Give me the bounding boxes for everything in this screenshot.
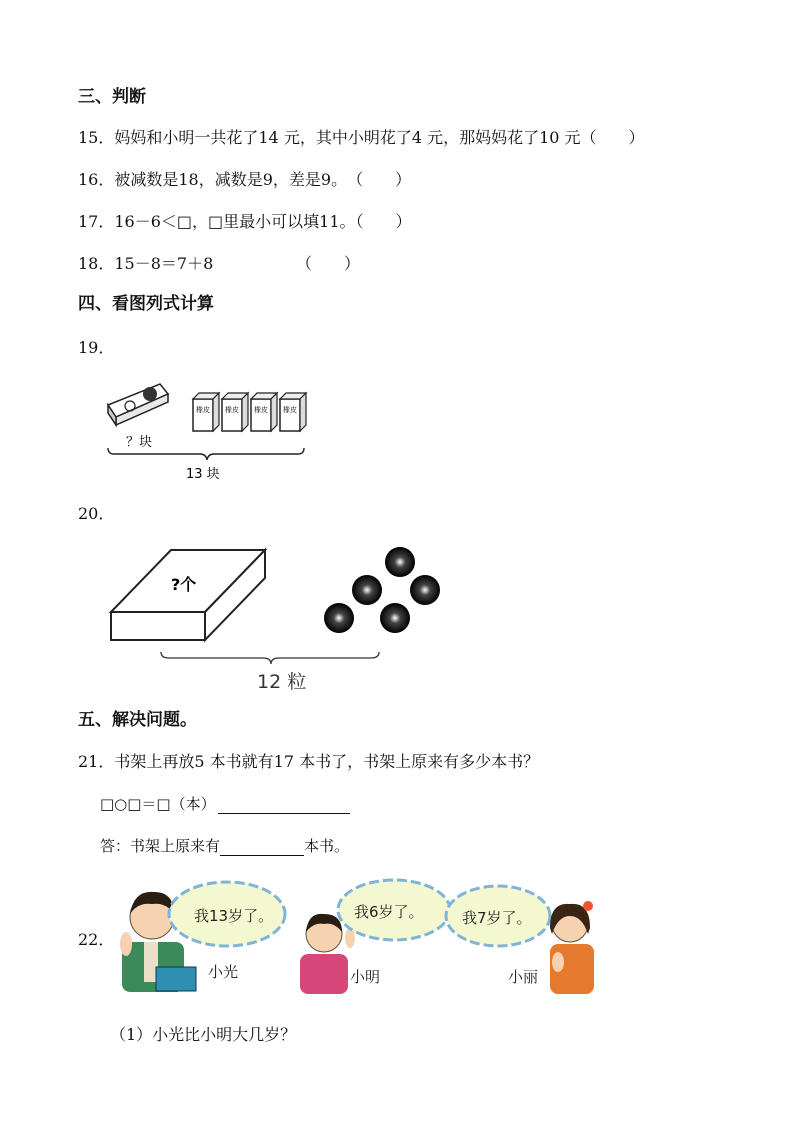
q20-box-label: ?个 xyxy=(171,575,197,594)
girl-xiaoli-icon xyxy=(550,901,594,994)
question-18 xyxy=(78,254,213,274)
q22-sub-question-1: （1）小光比小明大几岁？ xyxy=(110,1025,297,1044)
question-15 xyxy=(78,128,645,148)
formula-answer-blank[interactable] xyxy=(218,797,350,814)
q20-total-label: 12 粒 xyxy=(257,671,307,693)
question-number: 18． xyxy=(78,254,115,273)
answer-prefix: 答：书架上原来有 xyxy=(100,837,221,855)
ball-icon xyxy=(380,603,410,633)
answer-suffix: 本书。 xyxy=(304,837,350,855)
section-title-picture-calc: 四、看图列式计算 xyxy=(78,294,214,314)
q19-total-label: 13 块 xyxy=(186,467,220,482)
ball-icon xyxy=(410,575,440,605)
question-20-number: 20． xyxy=(78,504,115,523)
question-19-number: 19． xyxy=(78,338,115,357)
section-title-judge: 三、判断 xyxy=(78,87,146,107)
ball-icon xyxy=(324,603,354,633)
question-text: 15－8＝7＋8 xyxy=(114,254,214,273)
question-number: 21． xyxy=(78,752,115,771)
svg-text:我13岁了。: 我13岁了。 xyxy=(194,907,274,925)
question-text: 书架上再放5 本书就有17 本书了，书架上原来有多少本书？ xyxy=(114,752,540,771)
speech-bubble xyxy=(169,882,285,946)
answer-paren: （ ） xyxy=(296,254,361,273)
question-number: 17． xyxy=(78,212,115,231)
question-16 xyxy=(78,170,411,190)
q20-figure xyxy=(105,540,450,695)
kid-name-label: 小光 xyxy=(208,963,239,981)
question-text: 16－6＜□，□里最小可以填11。（ ） xyxy=(114,212,412,231)
q22-figure xyxy=(112,872,602,1002)
brace-icon xyxy=(161,652,379,664)
q21-answer-row xyxy=(100,836,349,856)
q19-question-label: ？块 xyxy=(126,435,153,450)
svg-text:我7岁了。: 我7岁了。 xyxy=(462,909,532,927)
question-17 xyxy=(78,212,412,232)
eraser-icon xyxy=(193,393,219,431)
svg-text:橡皮: 橡皮 xyxy=(254,406,268,414)
ball-icon xyxy=(352,575,382,605)
question-22-number: 22． xyxy=(78,930,115,949)
pencil-case-icon xyxy=(108,384,168,425)
q19-figure xyxy=(100,372,315,487)
kid-name-label: 小丽 xyxy=(508,968,539,986)
speech-bubble xyxy=(446,886,550,946)
ball-icon xyxy=(385,547,415,577)
section-title-problems: 五、解决问题。 xyxy=(78,710,197,730)
speech-bubble xyxy=(338,880,450,940)
svg-text:橡皮: 橡皮 xyxy=(283,406,297,414)
question-text: 妈妈和小明一共花了14 元，其中小明花了4 元，那妈妈花了10 元（ ） xyxy=(114,128,645,147)
question-number: 15． xyxy=(78,128,115,147)
box-icon xyxy=(111,550,265,640)
q21-formula-row xyxy=(100,794,350,814)
q21-formula: □○□＝□（本） xyxy=(100,795,216,813)
question-text: 被减数是18，减数是9，差是9。 （ ） xyxy=(114,170,412,189)
question-number: 16． xyxy=(78,170,115,189)
kid-name-label: 小明 xyxy=(350,968,381,986)
eraser-icon xyxy=(251,393,277,431)
eraser-icon xyxy=(222,393,248,431)
question-21 xyxy=(78,752,539,772)
eraser-icon xyxy=(280,393,306,431)
svg-text:橡皮: 橡皮 xyxy=(196,406,210,414)
svg-text:我6岁了。: 我6岁了。 xyxy=(354,903,424,921)
svg-text:橡皮: 橡皮 xyxy=(225,406,239,414)
answer-blank[interactable] xyxy=(220,839,304,856)
